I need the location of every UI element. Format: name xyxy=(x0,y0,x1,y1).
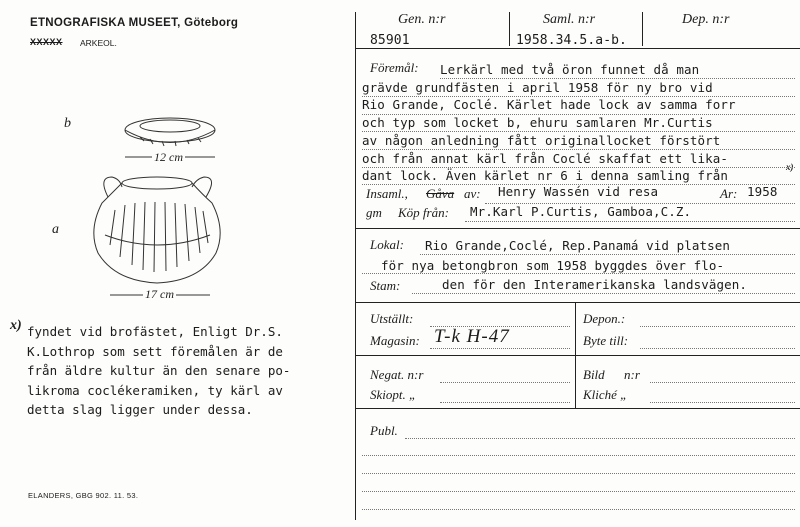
field-divider xyxy=(575,303,576,355)
foremal-mark: x) xyxy=(786,162,794,172)
header-rule xyxy=(356,48,800,49)
saml-nr-value: 1958.34.5.a-b. xyxy=(516,33,627,48)
printer-imprint: ELANDERS, GBG 902. 11. 53. xyxy=(28,491,139,500)
stam-label: Stam: xyxy=(370,278,401,293)
sketch-a-dimension: 17 cm xyxy=(145,287,174,301)
dotted-rule xyxy=(362,149,795,150)
depon-label: Depon.: xyxy=(583,311,626,326)
dotted-rule xyxy=(362,131,795,132)
sketch-b-letter: b xyxy=(64,116,71,131)
insaml-value: Henry Wassén vid resa xyxy=(498,184,659,199)
pot-drawing xyxy=(94,177,220,283)
museum-name: ETNOGRAFISKA MUSEET, Göteborg xyxy=(30,17,239,29)
foremal-line: dant lock. Även kärlet nr 6 i denna samling från xyxy=(362,168,729,184)
kop-label: Köp från: xyxy=(398,205,449,220)
footnote-line: detta slag ligger under dessa. xyxy=(27,402,253,417)
insaml-struck: Gåva xyxy=(426,186,455,201)
foremal-label: Föremål: xyxy=(370,60,419,75)
footnote-line: likroma coclékeramiken, ty kärl av xyxy=(27,382,283,398)
magasin-label: Magasin: xyxy=(370,333,420,348)
vessel-sketch xyxy=(40,105,280,305)
foremal-line: och typ som locket b, ehuru samlaren Mr.Curtis xyxy=(362,115,713,131)
negat-label: Negat. n:r xyxy=(370,367,424,382)
dotted-rule xyxy=(362,455,795,456)
dotted-rule xyxy=(362,167,795,168)
foremal-line: av någon anledning fått originallocket förstört xyxy=(362,132,721,148)
dotted-rule xyxy=(650,402,795,403)
department-label: ARKEOL. xyxy=(80,38,117,48)
sketch-b-dimension: 12 cm xyxy=(154,150,183,164)
section-rule xyxy=(356,355,800,356)
kop-value: Mr.Karl P.Curtis, Gamboa,C.Z. xyxy=(470,204,692,219)
bild-label: Bild xyxy=(583,367,605,382)
lokal-label: Lokal: xyxy=(370,237,404,252)
byte-label: Byte till: xyxy=(583,333,629,348)
dotted-rule xyxy=(412,293,795,294)
dotted-rule xyxy=(362,473,795,474)
dotted-rule xyxy=(640,348,795,349)
ar-label: Ar: xyxy=(720,186,738,201)
dotted-rule xyxy=(362,509,795,510)
dotted-rule xyxy=(640,326,795,327)
bild-nr-label: n:r xyxy=(624,367,640,382)
insaml-label: Insaml., xyxy=(366,186,408,201)
saml-nr-label: Saml. n:r xyxy=(543,12,596,27)
section-rule xyxy=(356,228,800,229)
foremal-line: grävde grundfästen i april 1958 för ny bro vid xyxy=(362,79,713,95)
lokal-line: Rio Grande,Coclé, Rep.Panamá vid platsen xyxy=(425,238,731,253)
dep-nr-label: Dep. n:r xyxy=(682,12,730,27)
av-label: av: xyxy=(464,186,481,201)
gm-label: gm xyxy=(366,205,382,220)
note-mark: x) xyxy=(10,318,22,333)
magasin-value: T-k H-47 xyxy=(434,326,510,347)
foremal-line: Lerkärl med två öron funnet då man xyxy=(440,62,700,77)
footnote-line: från äldre kultur än den senare po- xyxy=(27,363,291,378)
dotted-rule xyxy=(440,382,570,383)
dotted-rule xyxy=(362,273,795,274)
ar-value: 1958 xyxy=(747,184,778,199)
dotted-rule xyxy=(362,114,795,115)
footnote-line: fyndet vid brofästet, Enligt Dr.S. xyxy=(27,324,283,339)
skiopt-label: Skiopt. „ xyxy=(370,387,417,402)
lid-drawing xyxy=(125,118,215,146)
dotted-rule xyxy=(420,254,795,255)
dotted-rule xyxy=(362,491,795,492)
card-divider xyxy=(355,12,356,520)
foremal-line: och från annat kärl från Coclé skaffat ett lika- xyxy=(362,150,729,166)
header-divider xyxy=(509,12,510,46)
gen-nr-value: 85901 xyxy=(370,33,410,48)
sketch-a-letter: a xyxy=(52,222,59,237)
field-divider xyxy=(575,356,576,408)
footnote-line: K.Lothrop som sett föremålen är de xyxy=(27,343,283,359)
gen-nr-label: Gen. n:r xyxy=(398,12,446,27)
publ-label: Publ. xyxy=(370,423,398,438)
dotted-rule xyxy=(440,78,795,79)
dotted-rule xyxy=(405,438,795,439)
dotted-rule xyxy=(362,96,795,97)
header-divider xyxy=(642,12,643,46)
kliche-label: Kliché „ xyxy=(583,387,628,402)
lokal-line: för nya betongbron som 1958 byggdes över flo- xyxy=(381,257,725,273)
struck-department: XXXXX xyxy=(30,37,63,47)
section-rule xyxy=(356,302,800,303)
dotted-rule xyxy=(465,221,795,222)
foremal-line: Rio Grande, Coclé. Kärlet hade lock av samma forr xyxy=(362,97,736,113)
section-rule xyxy=(356,408,800,409)
lokal-line: den för den Interamerikanska landsvägen. xyxy=(442,277,748,292)
utstallt-label: Utställt: xyxy=(370,311,414,326)
dotted-rule xyxy=(440,402,570,403)
dotted-rule xyxy=(650,382,795,383)
dotted-rule xyxy=(430,348,570,349)
footnote-text xyxy=(27,322,290,420)
